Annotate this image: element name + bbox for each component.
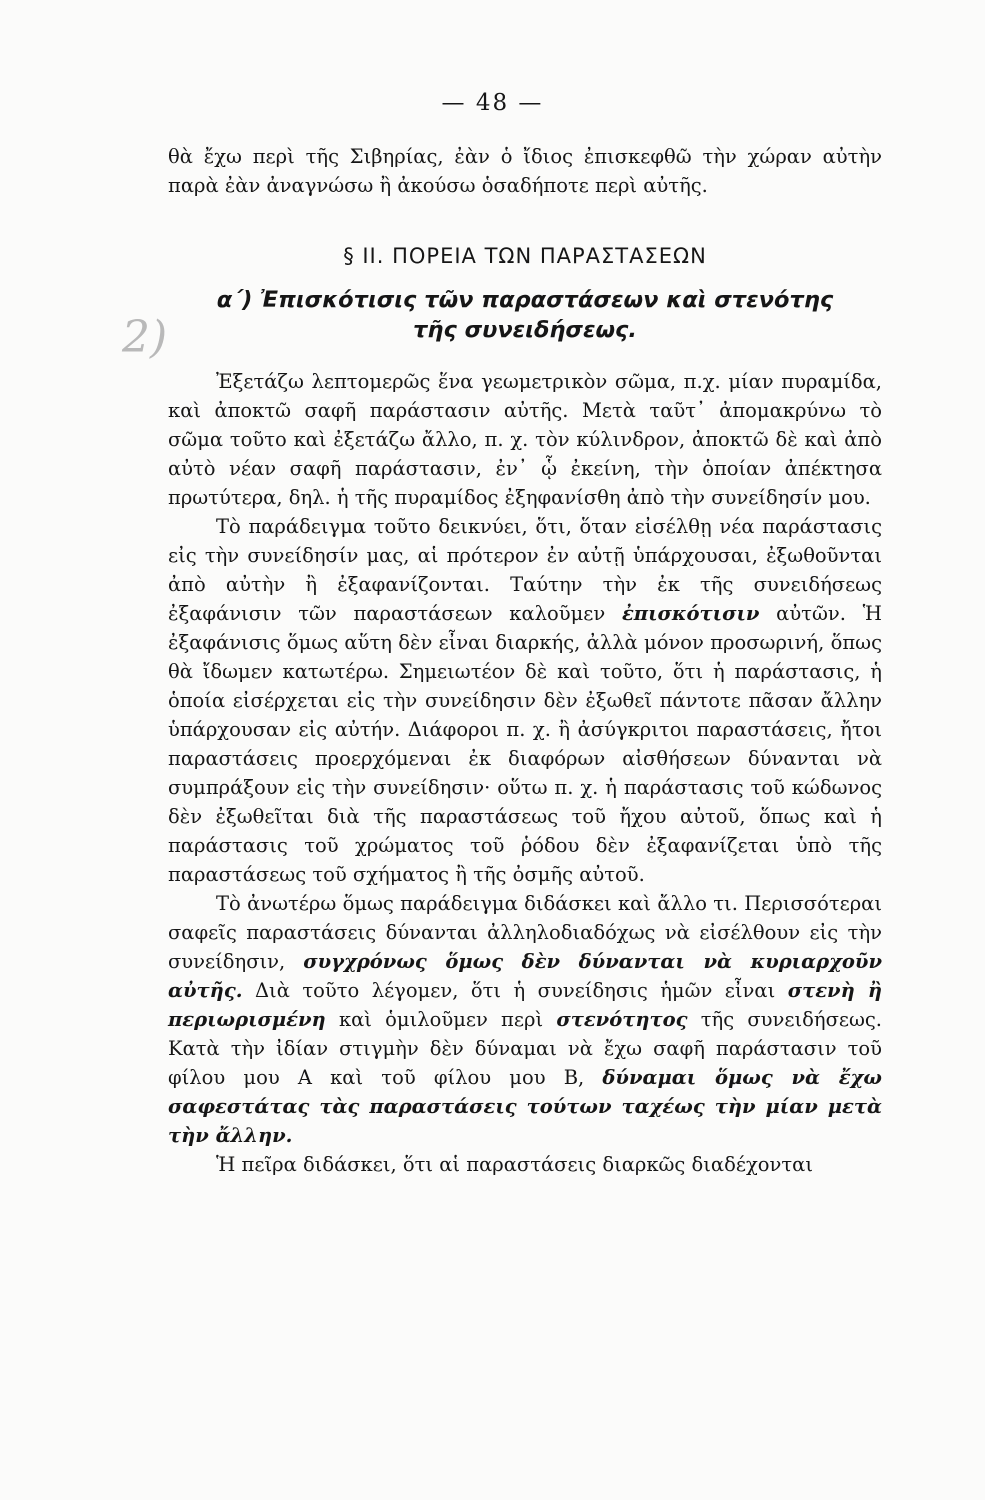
- section-heading: § II. ΠΟΡΕΙΑ ΤΩΝ ΠΑΡΑΣΤΑΣΕΩΝ: [343, 244, 707, 268]
- paragraph-3-text-a: Τὸ ἀνωτέρω ὅμως παράδειγμα διδάσκει καὶ ἄλλο τι. Περισσότεραι σαφεῖς παραστάσεις δύνανται ἀλληλοδιαδόχως νὰ εἰσέλθουν εἰς τὴν συνείδησιν,: [168, 892, 882, 973]
- paragraph-2: [168, 512, 882, 889]
- paragraph-3-text-c: Διὰ τοῦτο λέγομεν, ὅτι ἡ συνείδησις ἡμῶν εἶναι: [242, 979, 788, 1002]
- page-body: [168, 142, 882, 1179]
- emphasis-stenotitos: στενότητος: [556, 1008, 688, 1031]
- paragraph-3-text-e: καὶ ὁμιλοῦμεν περὶ: [325, 1008, 557, 1031]
- paragraph-4: Ἡ πεῖρα διδάσκει, ὅτι αἱ παραστάσεις διαρκῶς διαδέχονται: [216, 1153, 813, 1176]
- paragraph-3-text-g: τῆς συνειδήσεως. Κατὰ τὴν ἰδίαν στιγμὴν δὲν δύναμαι νὰ ἔχω σαφῆ παράστασιν τοῦ φίλου μου Α καὶ τοῦ φίλου μου Β,: [168, 1008, 882, 1089]
- paragraph-1: Ἐξετάζω λεπτομερῶς ἕνα γεωμετρικὸν σῶμα, π.χ. μίαν πυραμίδα, καὶ ἀποκτῶ σαφῆ παράστασιν αὐτῆς. Μετὰ ταῦτ᾿ ἀπομακρύνω τὸ σῶμα τοῦτο καὶ ἐξετάζω ἄλλο, π. χ. τὸν κύλινδρον, ἀποκτῶ δὲ καὶ ἀπὸ αὐτὸ νέαν σαφῆ παράστασιν, ἐν᾿ ᾧ ἐκείνη, τὴν ὁποίαν ἀπέκτησα πρωτύτερα, δηλ. ἡ τῆς πυραμίδος ἐξηφανίσθη ἀπὸ τὴν συνείδησίν μου.: [168, 370, 882, 509]
- emphasis-steni: στενὴ ἢ περιωρισμένη: [168, 979, 883, 1031]
- margin-annotation: 2): [122, 312, 168, 363]
- page-number: — 48 —: [441, 90, 544, 116]
- paragraph-continued: θὰ ἔχω περὶ τῆς Σιβηρίας, ἐὰν ὁ ἴδιος ἐπισκεφθῶ τὴν χώραν αὐτὴν παρὰ ἐὰν ἀναγνώσω ἢ ἀκούσω ὁσαδήποτε περὶ αὐτῆς.: [168, 145, 882, 197]
- emphasis-episkotisis: ἐπισκότισιν: [621, 602, 760, 625]
- sub-heading-line-2: τῆς συνειδήσεως.: [413, 317, 637, 343]
- sub-heading: [168, 285, 882, 345]
- paragraph-3: [168, 889, 882, 1150]
- emphasis-dynamai: δύναμαι ὅμως νὰ ἔχω σαφεστάτας τὰς παραστάσεις τούτων ταχέως τὴν μίαν μετὰ τὴν ἄλλην.: [168, 1066, 882, 1147]
- emphasis-synchronos: συγχρόνως ὅμως δὲν δύνανται νὰ κυριαρχοῦν αὐτῆς.: [168, 950, 882, 1002]
- paragraph-2-text-a: Τὸ παράδειγμα τοῦτο δεικνύει, ὅτι, ὅταν εἰσέλθῃ νέα παράστασις εἰς τὴν συνείδησίν μας, αἱ πρότερον ἐν αὐτῇ ὑπάρχουσαι, ἐξωθοῦνται ἀπὸ αὐτὴν ἢ ἐξαφανίζονται. Ταύτην τὴν ἐκ τῆς συνειδήσεως ἐξαφάνισιν τῶν παραστάσεων καλοῦμεν: [168, 515, 882, 625]
- sub-heading-line-1: α΄) Ἐπισκότισις τῶν παραστάσεων καὶ στενότης: [216, 287, 834, 313]
- paragraph-2-text-c: αὐτῶν. Ἡ ἐξαφάνισις ὅμως αὕτη δὲν εἶναι διαρκής, ἀλλὰ μόνον προσωρινή, ὅπως θὰ ἴδωμεν κατωτέρω. Σημειωτέον δὲ καὶ τοῦτο, ὅτι ἡ παράστασις, ἡ ὁποία εἰσέρχεται εἰς τὴν συνείδησιν δὲν ἐξωθεῖ πάντοτε πᾶσαν ἄλλην ὑπάρχουσαν εἰς αὐτήν. Διάφοροι π. χ. ἢ ἀσύγκριτοι παραστάσεις, ἤτοι παραστάσεις προερχόμεναι ἐκ διαφόρων αἰσθήσεων δύνανται νὰ συμπράξουν εἰς τὴν συνείδησιν· οὕτω π. χ. ἡ παράστασις τοῦ κώδωνος δὲν ἐξωθεῖται διὰ τῆς παραστάσεως τοῦ ἤχου αὐτοῦ, ὅπως καὶ ἡ παράστασις τοῦ χρώματος τοῦ ῥόδου δὲν ἐξαφανίζεται ὑπὸ τῆς παραστάσεως τοῦ σχήματος ἢ τῆς ὀσμῆς αὐτοῦ.: [168, 602, 882, 886]
